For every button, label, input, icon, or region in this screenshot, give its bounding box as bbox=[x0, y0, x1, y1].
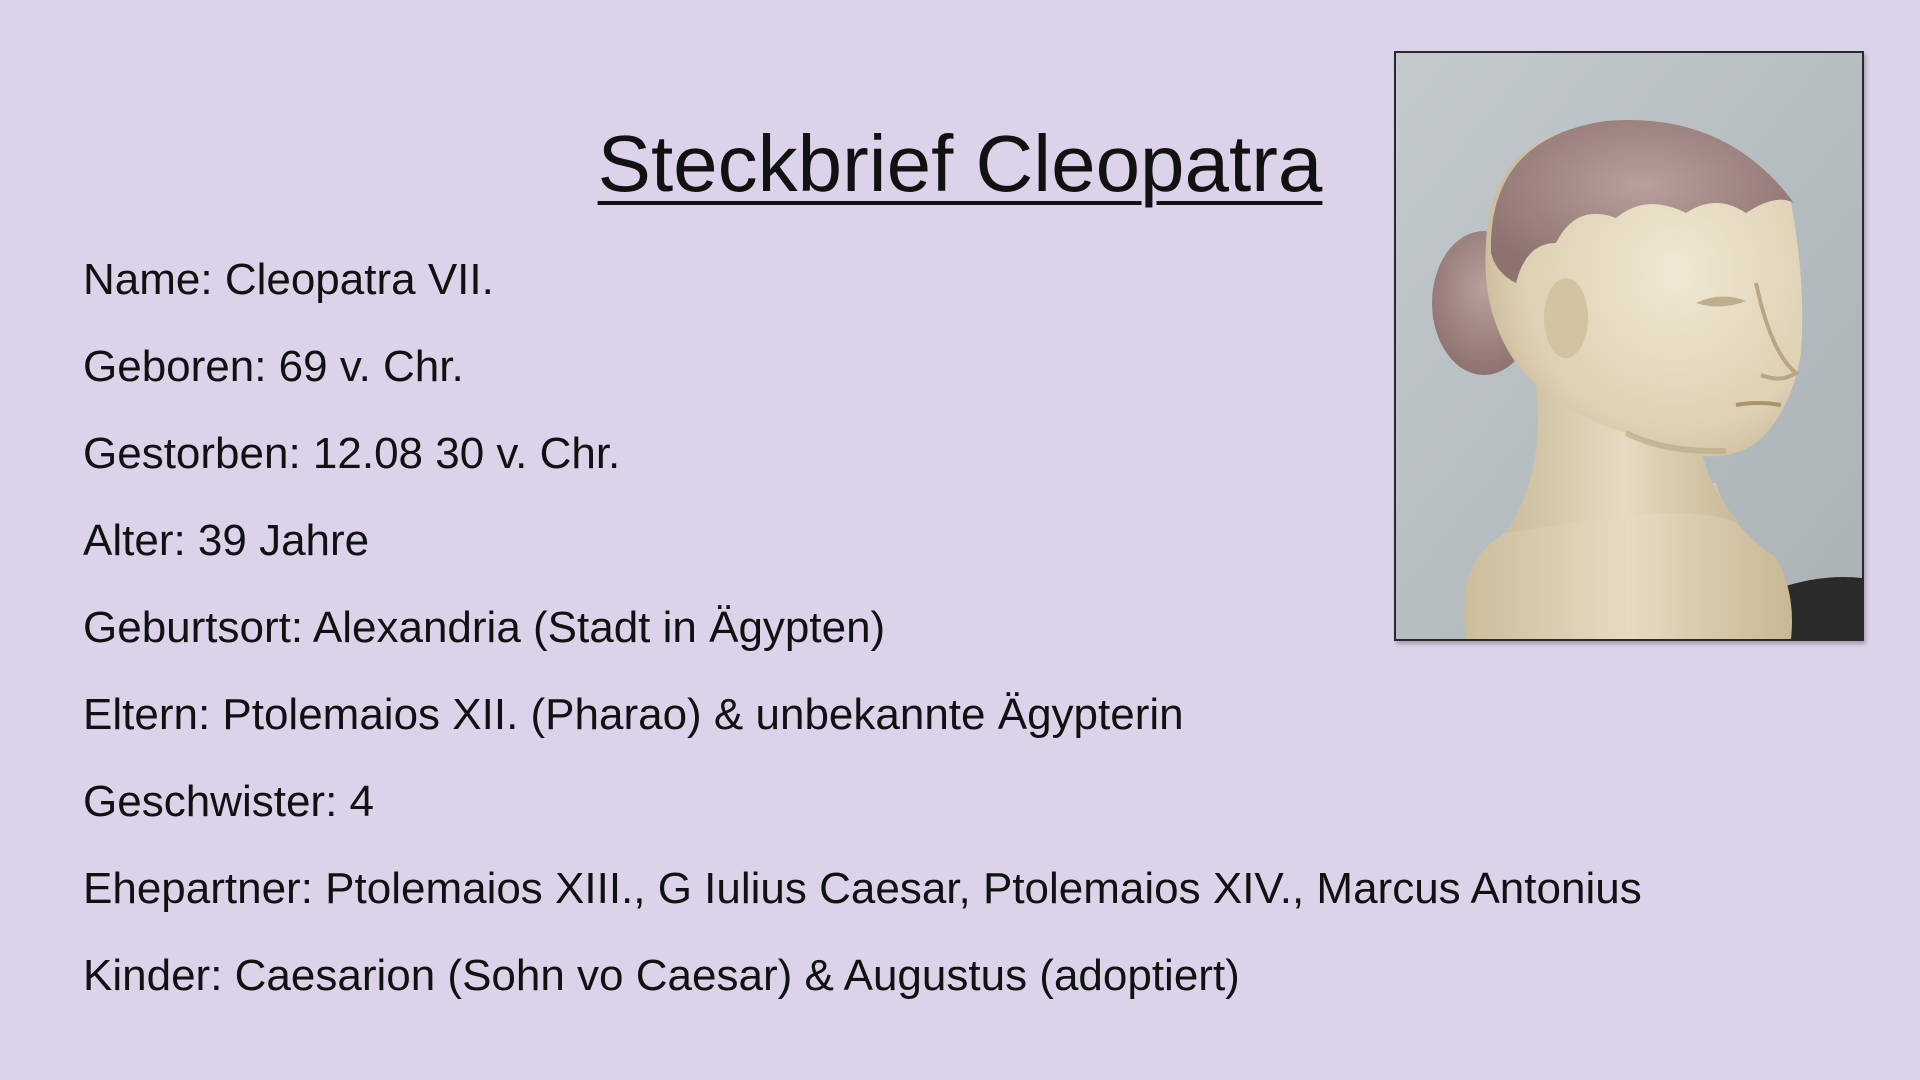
fact-spouses: Ehepartner: Ptolemaios XIII., G Iulius Caesar, Ptolemaios XIV., Marcus Antonius bbox=[83, 864, 1642, 913]
fact-parents: Eltern: Ptolemaios XII. (Pharao) & unbekannte Ägypterin bbox=[83, 690, 1184, 739]
fact-age: Alter: 39 Jahre bbox=[83, 516, 370, 565]
page-title-text: Steckbrief Cleopatra bbox=[597, 119, 1323, 208]
marble-bust-portrait bbox=[1396, 53, 1862, 639]
portrait-image bbox=[1394, 51, 1864, 641]
fact-born: Geboren: 69 v. Chr. bbox=[83, 342, 464, 391]
fact-died: Gestorben: 12.08 30 v. Chr. bbox=[83, 429, 621, 478]
fact-birthplace: Geburtsort: Alexandria (Stadt in Ägypten) bbox=[83, 603, 886, 652]
fact-name: Name: Cleopatra VII. bbox=[83, 255, 494, 304]
fact-siblings: Geschwister: 4 bbox=[83, 777, 374, 826]
fact-children: Kinder: Caesarion (Sohn vo Caesar) & Augustus (adoptiert) bbox=[83, 951, 1240, 1000]
